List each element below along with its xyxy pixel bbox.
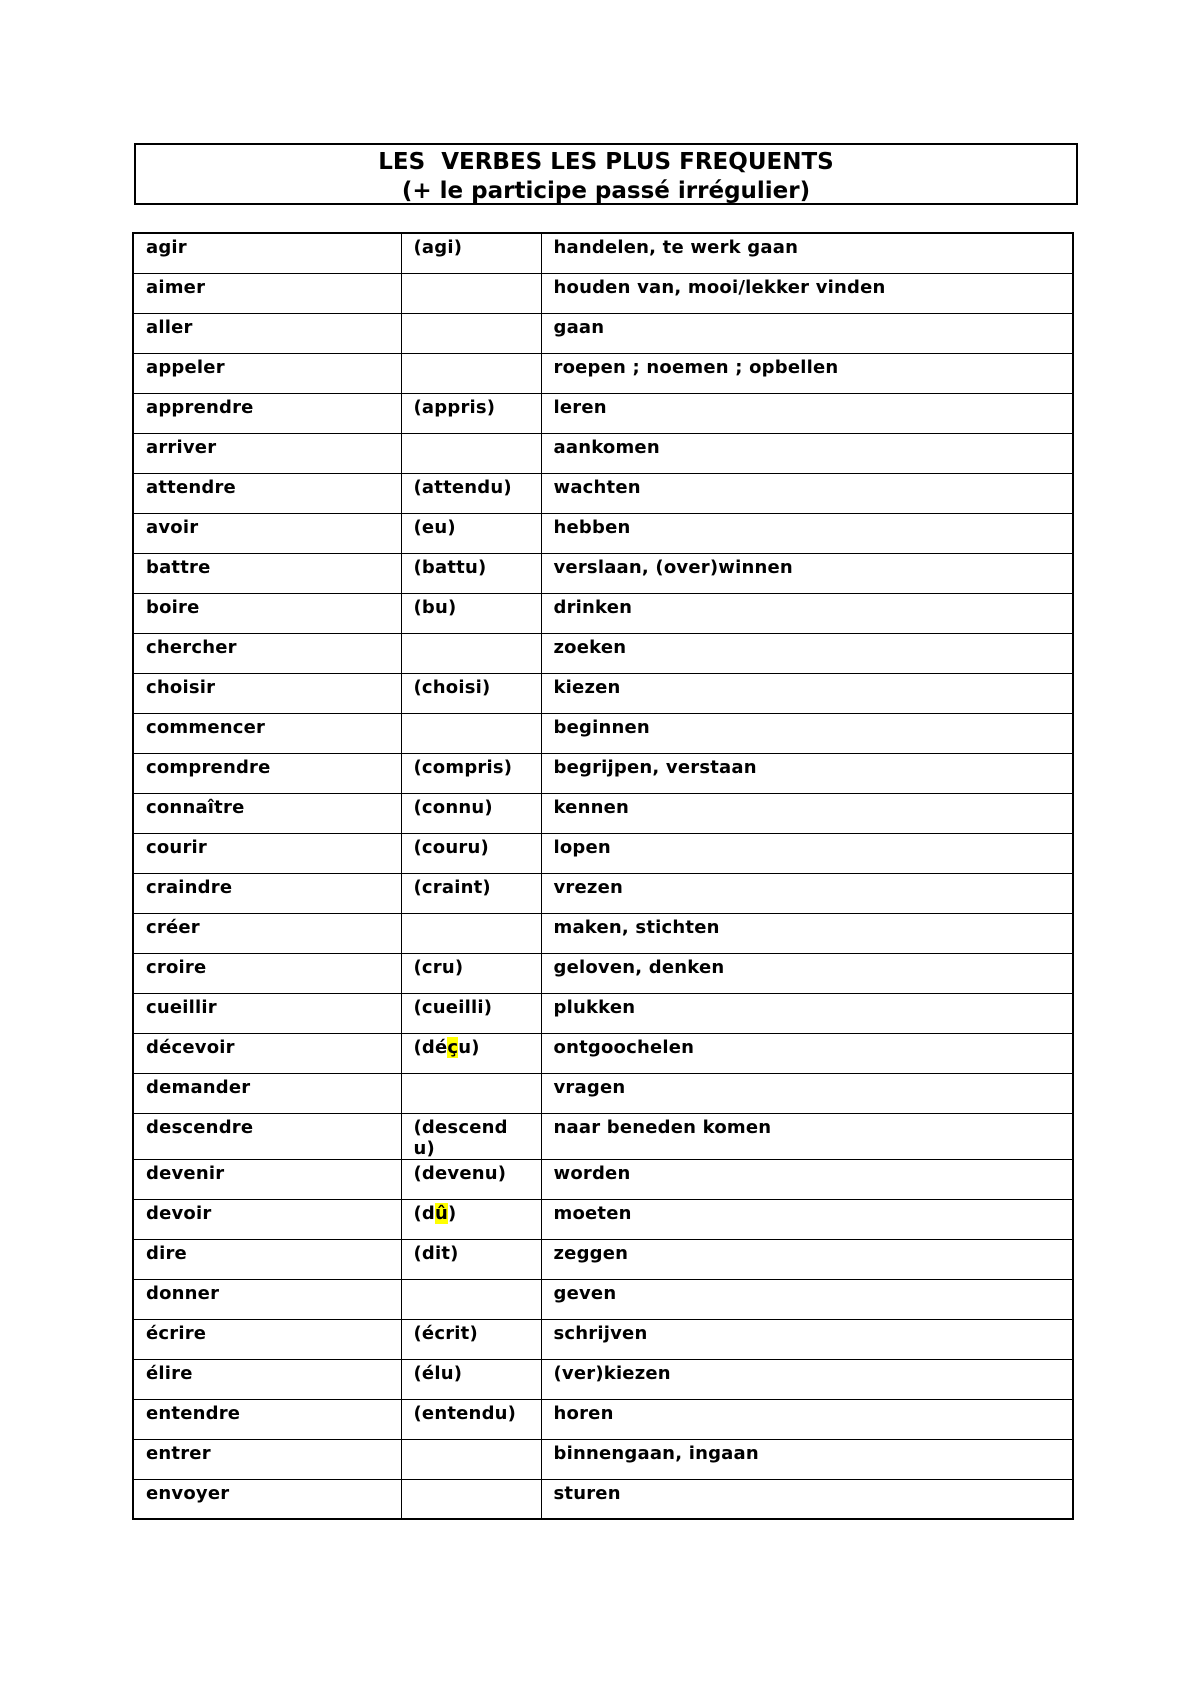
translation-cell: (ver)kiezen — [541, 1359, 1073, 1399]
participle-cell: (connu) — [401, 793, 541, 833]
translation-cell: verslaan, (over)winnen — [541, 553, 1073, 593]
table-row — [133, 233, 1073, 273]
highlight-mark: ç — [447, 1036, 459, 1058]
table-row — [133, 393, 1073, 433]
translation-cell: drinken — [541, 593, 1073, 633]
table-row — [133, 1439, 1073, 1479]
table-row — [133, 1033, 1073, 1073]
participle-cell: (cru) — [401, 953, 541, 993]
verb-table — [132, 232, 1074, 1520]
translation-cell: lopen — [541, 833, 1073, 873]
participle-cell: (attendu) — [401, 473, 541, 513]
participle-cell: (devenu) — [401, 1159, 541, 1199]
participle-cell — [401, 433, 541, 473]
participle-cell — [401, 1439, 541, 1479]
translation-cell: zeggen — [541, 1239, 1073, 1279]
verb-cell: boire — [133, 593, 401, 633]
verb-cell: aimer — [133, 273, 401, 313]
translation-cell: aankomen — [541, 433, 1073, 473]
participle-cell — [401, 313, 541, 353]
verb-cell: appeler — [133, 353, 401, 393]
translation-cell: roepen ; noemen ; opbellen — [541, 353, 1073, 393]
table-row — [133, 593, 1073, 633]
participle-cell: (choisi) — [401, 673, 541, 713]
participle-cell — [401, 1479, 541, 1519]
participle-cell: (appris) — [401, 393, 541, 433]
participle-cell — [401, 1279, 541, 1319]
table-row — [133, 273, 1073, 313]
participle-cell: (descendu) — [401, 1113, 541, 1159]
title-line-2: (+ le participe passé irrégulier) — [401, 178, 811, 204]
translation-cell: leren — [541, 393, 1073, 433]
translation-cell: sturen — [541, 1479, 1073, 1519]
table-row — [133, 873, 1073, 913]
participle-cell — [401, 713, 541, 753]
table-row — [133, 1199, 1073, 1239]
verb-cell: créer — [133, 913, 401, 953]
translation-cell: moeten — [541, 1199, 1073, 1239]
table-row — [133, 513, 1073, 553]
participle-cell — [401, 273, 541, 313]
translation-cell: zoeken — [541, 633, 1073, 673]
verb-cell: attendre — [133, 473, 401, 513]
table-row — [133, 1279, 1073, 1319]
verb-cell: élire — [133, 1359, 401, 1399]
table-row — [133, 473, 1073, 513]
participle-cell — [401, 353, 541, 393]
translation-cell: houden van, mooi/lekker vinden — [541, 273, 1073, 313]
translation-cell: begrijpen, verstaan — [541, 753, 1073, 793]
verb-cell: donner — [133, 1279, 401, 1319]
table-row — [133, 833, 1073, 873]
table-row — [133, 993, 1073, 1033]
table-row — [133, 1319, 1073, 1359]
verb-cell: apprendre — [133, 393, 401, 433]
verb-table-body — [133, 233, 1073, 1519]
translation-cell: wachten — [541, 473, 1073, 513]
translation-cell: maken, stichten — [541, 913, 1073, 953]
table-row — [133, 353, 1073, 393]
verb-cell: comprendre — [133, 753, 401, 793]
table-row — [133, 1479, 1073, 1519]
verb-cell: demander — [133, 1073, 401, 1113]
verb-cell: écrire — [133, 1319, 401, 1359]
table-row — [133, 1113, 1073, 1159]
verb-cell: courir — [133, 833, 401, 873]
translation-cell: hebben — [541, 513, 1073, 553]
participle-cell: (élu) — [401, 1359, 541, 1399]
table-row — [133, 433, 1073, 473]
translation-cell: vrezen — [541, 873, 1073, 913]
participle-cell — [401, 913, 541, 953]
translation-cell: worden — [541, 1159, 1073, 1199]
participle-cell: (dû) — [401, 1199, 541, 1239]
translation-cell: binnengaan, ingaan — [541, 1439, 1073, 1479]
participle-cell: (eu) — [401, 513, 541, 553]
verb-cell: avoir — [133, 513, 401, 553]
verb-cell: croire — [133, 953, 401, 993]
verb-cell: aller — [133, 313, 401, 353]
translation-cell: vragen — [541, 1073, 1073, 1113]
table-row — [133, 1399, 1073, 1439]
verb-cell: descendre — [133, 1113, 401, 1159]
translation-cell: beginnen — [541, 713, 1073, 753]
participle-cell: (déçu) — [401, 1033, 541, 1073]
table-row — [133, 793, 1073, 833]
table-row — [133, 713, 1073, 753]
translation-cell: kiezen — [541, 673, 1073, 713]
document-title-box — [134, 143, 1078, 205]
translation-cell: horen — [541, 1399, 1073, 1439]
highlight-mark: û — [435, 1202, 449, 1224]
table-row — [133, 553, 1073, 593]
participle-cell: (compris) — [401, 753, 541, 793]
verb-cell: devoir — [133, 1199, 401, 1239]
participle-cell: (battu) — [401, 553, 541, 593]
verb-cell: décevoir — [133, 1033, 401, 1073]
verb-cell: choisir — [133, 673, 401, 713]
participle-cell: (couru) — [401, 833, 541, 873]
verb-cell: chercher — [133, 633, 401, 673]
participle-cell — [401, 1073, 541, 1113]
table-row — [133, 633, 1073, 673]
table-row — [133, 1359, 1073, 1399]
participle-cell: (cueilli) — [401, 993, 541, 1033]
translation-cell: handelen, te werk gaan — [541, 233, 1073, 273]
translation-cell: plukken — [541, 993, 1073, 1033]
translation-cell: geven — [541, 1279, 1073, 1319]
table-row — [133, 1073, 1073, 1113]
table-row — [133, 1159, 1073, 1199]
participle-cell: (entendu) — [401, 1399, 541, 1439]
table-row — [133, 953, 1073, 993]
translation-cell: kennen — [541, 793, 1073, 833]
table-row — [133, 753, 1073, 793]
table-row — [133, 1239, 1073, 1279]
participle-cell: (bu) — [401, 593, 541, 633]
participle-cell: (agi) — [401, 233, 541, 273]
translation-cell: ontgoochelen — [541, 1033, 1073, 1073]
translation-cell: naar beneden komen — [541, 1113, 1073, 1159]
table-row — [133, 913, 1073, 953]
verb-cell: craindre — [133, 873, 401, 913]
translation-cell: gaan — [541, 313, 1073, 353]
participle-cell: (craint) — [401, 873, 541, 913]
participle-cell: (écrit) — [401, 1319, 541, 1359]
verb-cell: battre — [133, 553, 401, 593]
verb-cell: arriver — [133, 433, 401, 473]
verb-cell: envoyer — [133, 1479, 401, 1519]
verb-cell: commencer — [133, 713, 401, 753]
verb-cell: dire — [133, 1239, 401, 1279]
translation-cell: schrijven — [541, 1319, 1073, 1359]
verb-cell: agir — [133, 233, 401, 273]
verb-cell: entendre — [133, 1399, 401, 1439]
verb-cell: cueillir — [133, 993, 401, 1033]
participle-cell — [401, 633, 541, 673]
translation-cell: geloven, denken — [541, 953, 1073, 993]
participle-cell: (dit) — [401, 1239, 541, 1279]
verb-cell: connaître — [133, 793, 401, 833]
verb-cell: entrer — [133, 1439, 401, 1479]
title-line-1: LES VERBES LES PLUS FREQUENTS — [378, 149, 834, 175]
verb-cell: devenir — [133, 1159, 401, 1199]
table-row — [133, 673, 1073, 713]
table-row — [133, 313, 1073, 353]
